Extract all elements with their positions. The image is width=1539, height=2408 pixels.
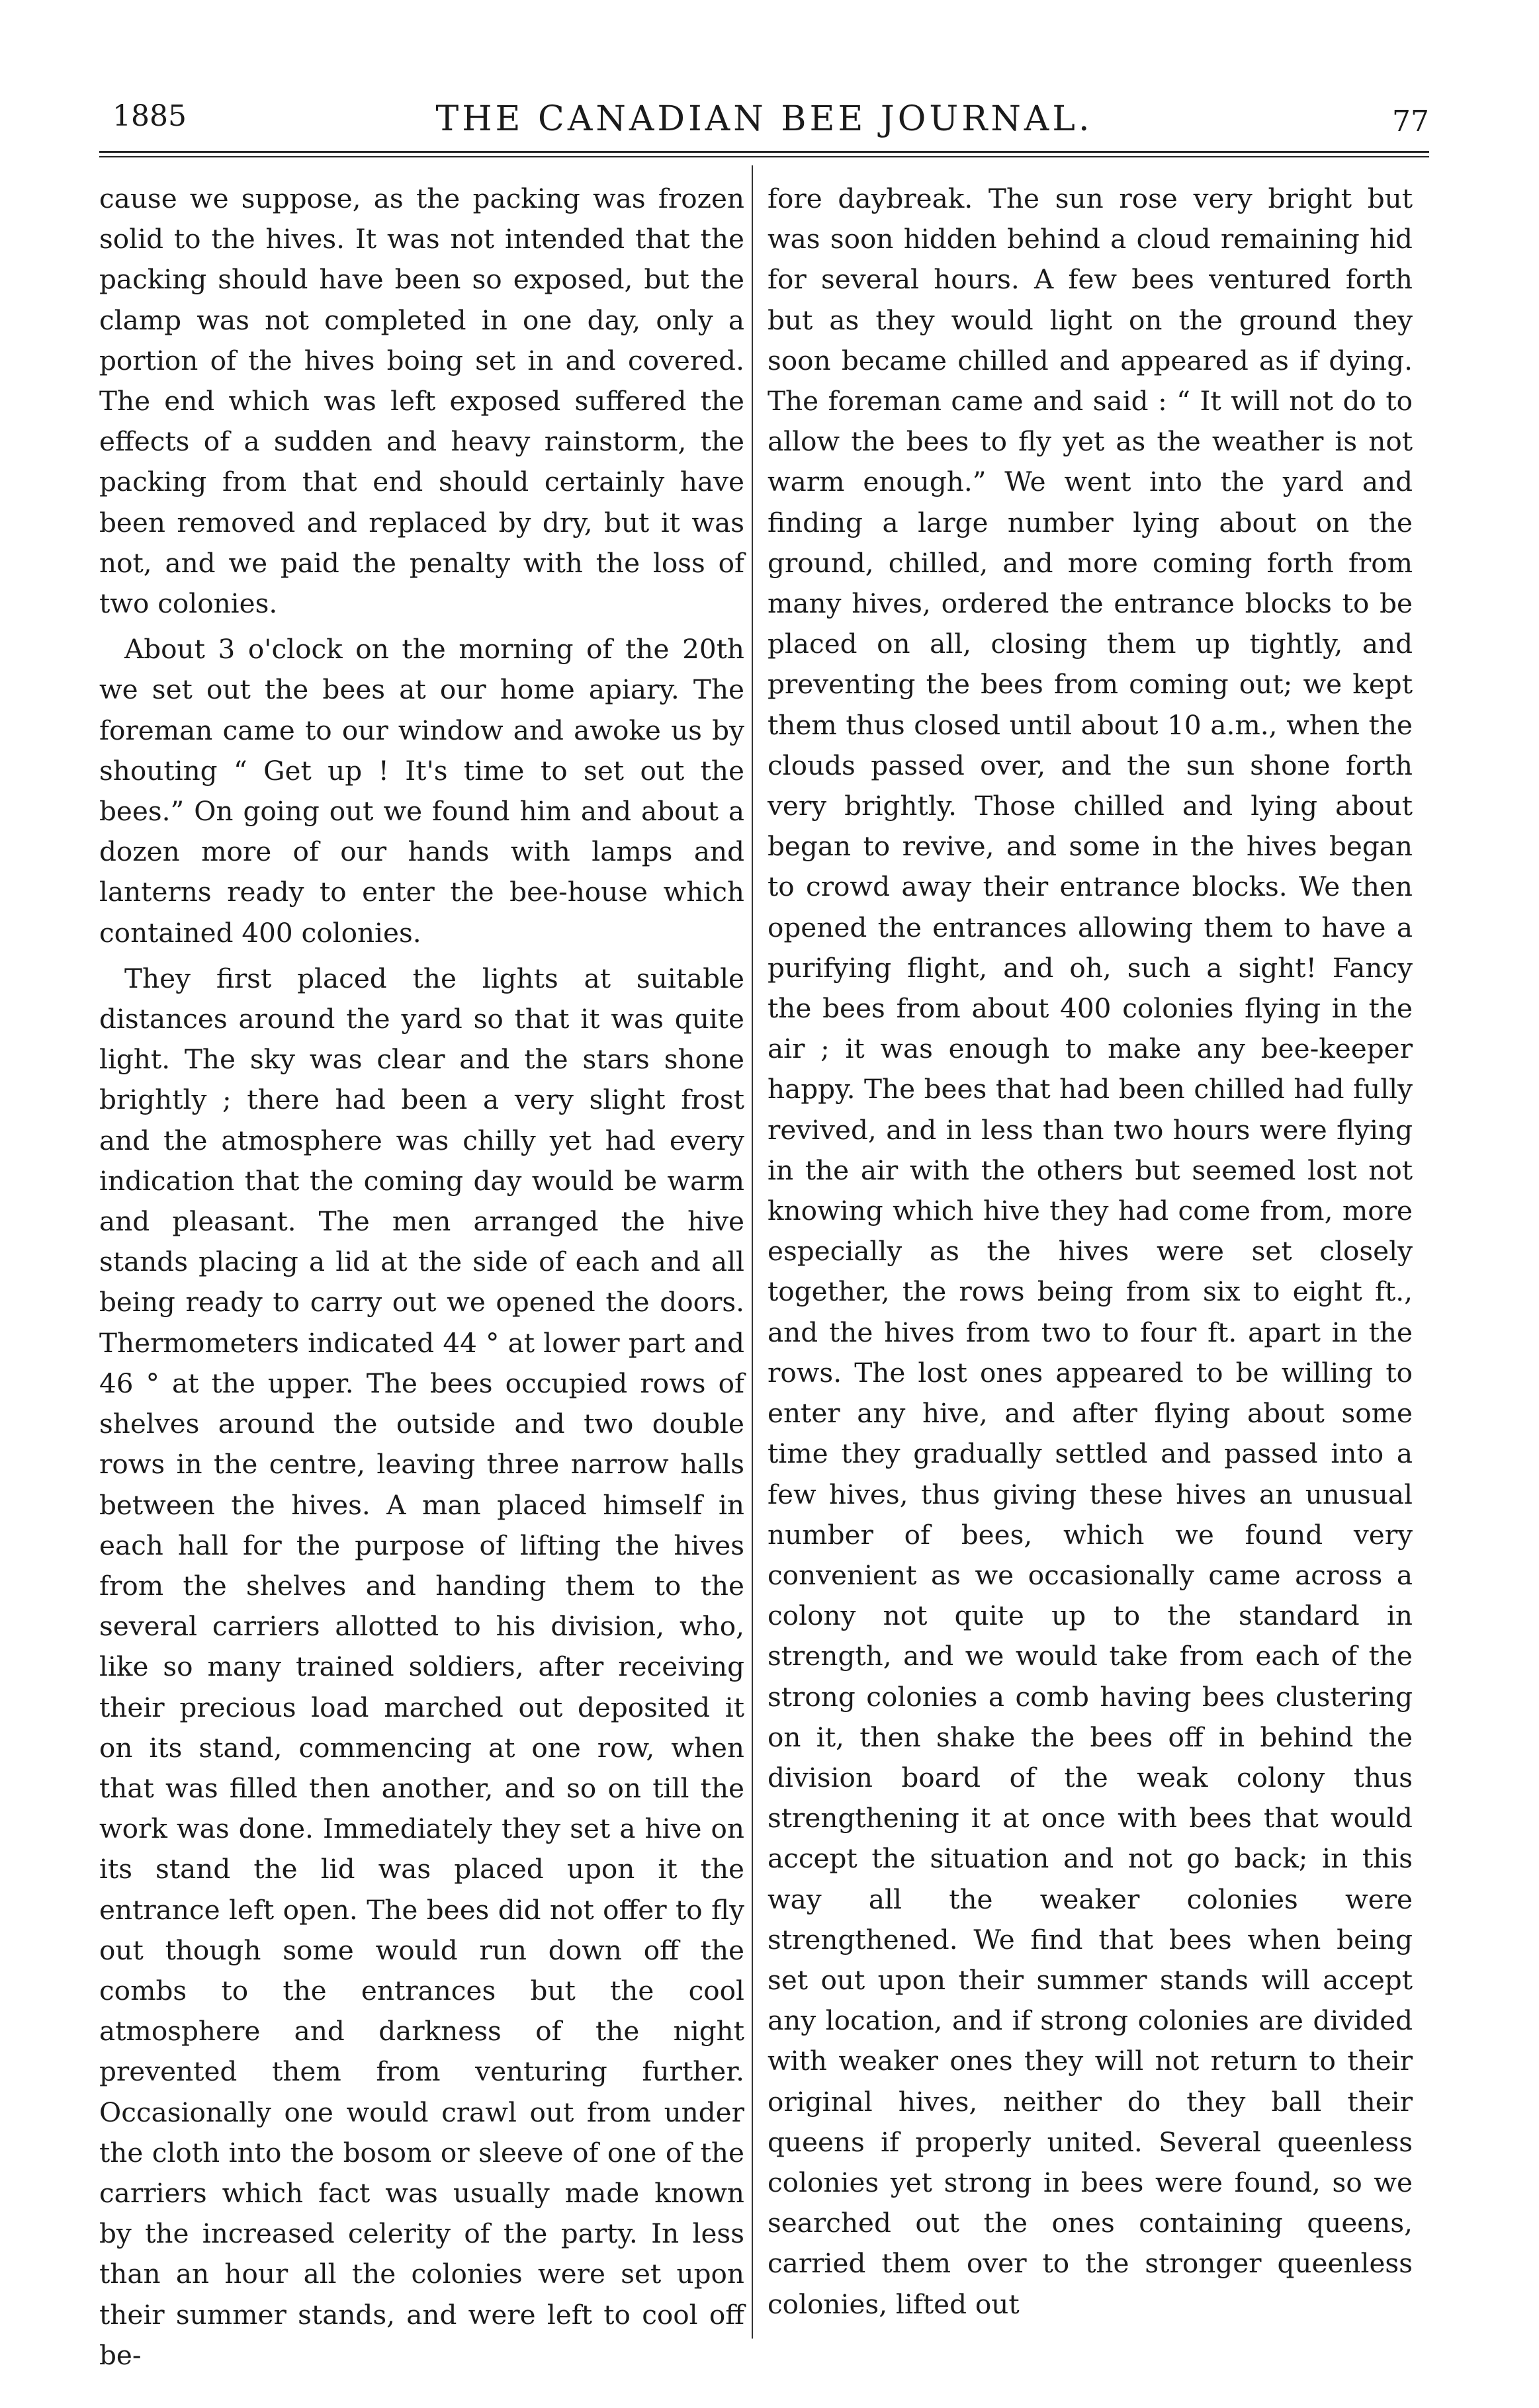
running-header [99, 99, 1429, 139]
column-divider [752, 165, 753, 2339]
paragraph: cause we suppose, as the packing was frozen solid to the hives. It was not intended that the packing should have been so exposed, but the clamp was not completed in one day, only a portion of the hives boing set in and covered. The end which was left exposed suffered the effects of a sudden and heavy rainstorm, the packing from that end should certainly have been removed and replaced by dry, but it was not, and we paid the penalty with the loss of two colonies. [99, 183, 744, 620]
paragraph: fore daybreak. The sun rose very bright but was soon hidden behind a cloud remaining hid for several hours. A few bees ventured forth but as they would light on the ground they soon became chilled and appeared as if dying. The foreman came and said : “ It will not do to allow the bees to fly yet as the weather is not warm enough.” We went into the yard and finding a large number lying about on the ground, chilled, and more coming forth from many hives, ordered the entrance blocks to be placed on all, closing them up tightly, and preventing the bees from coming out; we kept them thus closed until about 10 a.m., when the clouds passed over, and the sun shone forth very brightly. Those chilled and lying about began to revive, and some in the hives began to crowd away their entrance blocks. We then opened the entrances allowing them to have a purifying flight, and oh, such a sight! Fancy the bees from about 400 colonies flying in the air ; it was enough to make any bee-keeper happy. The bees that had been chilled had fully revived, and in less than two hours were flying in the air with the others but seemed lost not knowing which hive they had come from, more especially as the hives were set closely together, the rows being from six to eight ft., and the hives from two to four ft. apart in the rows. The lost ones appeared to be willing to enter any hive, and after flying about some time they gradually settled and passed into a few hives, thus giving these hives an unusual number of bees, which we found very convenient as we occasionally came across a colony not quite up to the standard in strength, and we would take from each of the strong colonies a comb having bees clustering on it, then shake the bees off in behind the division board of the weak colony thus strengthening it at once with bees that would accept the situation and not go back; in this way all the weaker colonies were strengthened. We find that bees when being set out upon their summer stands will accept any location, and if strong colonies are divided with weaker ones they will not return to their original hives, neither do they ball their queens if properly united. Several queenless colonies yet strong in bees were found, so we searched out the ones containing queens, carried them over to the stronger queenless colonies, lifted out [768, 183, 1413, 2320]
left-column [99, 179, 744, 2376]
header-rule [99, 151, 1429, 153]
right-column [768, 179, 1413, 2325]
journal-title: THE CANADIAN BEE JOURNAL. [435, 99, 1093, 139]
page-number: 77 [1392, 105, 1429, 138]
header-rule-thin [99, 156, 1429, 157]
paragraph: They first placed the lights at suitable distances around the yard so that it was quite light. The sky was clear and the stars shone brightly ; there had been a very slight frost and the atmosphere was chilly yet had every indication that the coming day would be warm and pleasant. The men arranged the hive stands placing a lid at the side of each and all being ready to carry out we opened the doors. Thermometers indicated 44 ° at lower part and 46 ° at the upper. The bees occupied rows of shelves around the outside and two double rows in the centre, leaving three narrow halls between the hives. A man placed himself in each hall for the purpose of lifting the hives from the shelves and handing them to the several carriers allotted to his division, who, like so many trained soldiers, after receiving their precious load marched out deposited it on its stand, commencing at one row, when that was filled then another, and so on till the work was done. Immediately they set a hive on its stand the lid was placed upon it the entrance left open. The bees did not offer to fly out though some would run down off the combs to the entrances but the cool atmosphere and darkness of the night prevented them from venturing further. Occasionally one would crawl out from under the cloth into the bosom or sleeve of one of the carriers which fact was usually made known by the increased celerity of the party. In less than an hour all the colonies were set upon their summer stands, and were left to cool off be- [99, 962, 744, 2371]
header-year: 1885 [112, 99, 187, 133]
paragraph: About 3 o'clock on the morning of the 20th we set out the bees at our home apiary. The foreman came to our window and awoke us by shouting “ Get up ! It's time to set out the bees.” On going out we found him and about a dozen more of our hands with lamps and lanterns ready to enter the bee-house which contained 400 colonies. [99, 633, 744, 949]
